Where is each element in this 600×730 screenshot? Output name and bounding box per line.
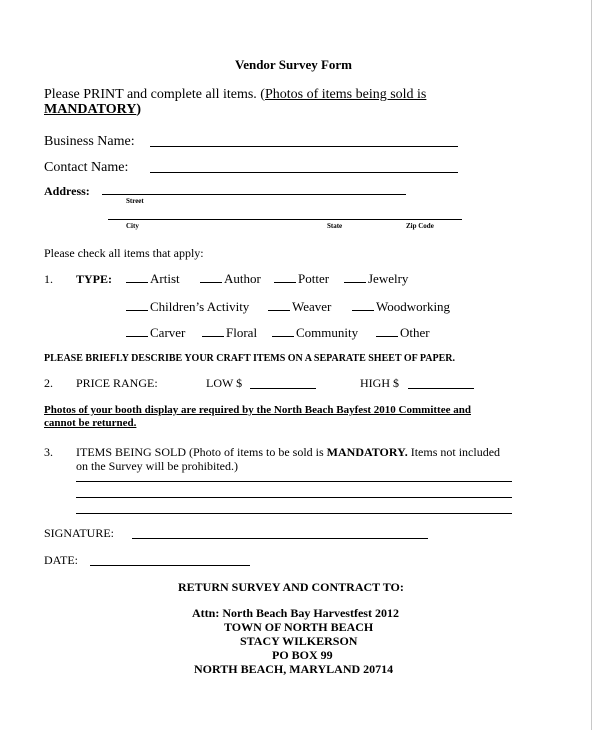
intro-photos: Photos of items being sold is [264,87,427,102]
low-price-label: LOW $ [206,376,243,390]
type-option-weaver[interactable] [268,299,331,315]
type-option-floral[interactable] [202,325,257,341]
intro-mandatory-line [44,102,141,118]
date-field[interactable] [90,565,250,566]
city-label: City [126,222,139,230]
type-label: TYPE: [76,272,112,286]
return-heading: RETURN SURVEY AND CONTRACT TO: [178,580,404,594]
type-option-artist[interactable] [126,271,180,287]
booth-photo-notice-line2: cannot be returned. [44,417,137,429]
checkbox-line[interactable] [126,272,148,283]
address-line-5: NORTH BEACH, MARYLAND 20714 [194,662,394,676]
street-field[interactable] [102,194,406,195]
signature-label: SIGNATURE: [44,526,115,540]
checkbox-line[interactable] [200,272,222,283]
type-option-childrens-activity[interactable] [126,299,249,315]
checkbox-line[interactable] [126,326,148,337]
option-label: Other [400,325,430,340]
type-option-carver[interactable] [126,325,185,341]
option-label: Carver [150,325,186,340]
items-mandatory: MANDATORY. [326,445,408,459]
checkbox-line[interactable] [268,300,290,311]
items-sold-line1 [76,445,500,460]
option-label: Potter [298,271,330,286]
option-label: Children’s Activity [150,299,250,314]
checkbox-line[interactable] [344,272,366,283]
type-option-author[interactable] [200,271,261,287]
option-label: Community [296,325,359,340]
price-number: 2. [44,376,53,390]
items-field-line-1[interactable] [76,481,512,482]
address-line-1: Attn: North Beach Bay Harvestfest 2012 [192,606,399,620]
option-label: Author [224,271,261,286]
business-name-label: Business Name: [44,134,135,149]
address-line-3: STACY WILKERSON [240,634,358,648]
option-label: Floral [226,325,258,340]
describe-instruction: PLEASE BRIEFLY DESCRIBE YOUR CRAFT ITEMS ON A SEPARATE SHEET OF PAPER. [44,353,456,364]
option-label: Weaver [292,299,332,314]
signature-field[interactable] [132,538,428,539]
checkbox-line[interactable] [274,272,296,283]
items-text-rest: Items not included [407,445,501,459]
price-range-label: PRICE RANGE: [76,376,158,390]
checkbox-line[interactable] [126,300,148,311]
intro-close: ) [136,102,141,117]
items-field-line-2[interactable] [76,497,512,498]
checkbox-line[interactable] [202,326,224,337]
intro-line [44,87,426,103]
type-option-community[interactable] [272,325,358,341]
type-option-woodworking[interactable] [352,299,450,315]
type-number: 1. [44,272,53,286]
items-sold-line2: on the Survey will be prohibited.) [76,459,238,473]
date-label: DATE: [44,553,78,567]
address-label: Address: [44,184,90,198]
address-line-2: TOWN OF NORTH BEACH [224,620,374,634]
booth-photo-notice-line1: Photos of your booth display are required by the North Beach Bayfest 2010 Committee and [44,404,471,416]
items-field-line-3[interactable] [76,513,512,514]
option-label: Artist [150,271,180,286]
low-price-field[interactable] [250,388,316,389]
address-line-4: PO BOX 99 [272,648,333,662]
street-label: Street [126,197,144,205]
type-option-jewelry[interactable] [344,271,408,287]
contact-name-field[interactable] [150,172,458,173]
form-page [2,0,592,730]
checkbox-line[interactable] [272,326,294,337]
city-state-zip-field[interactable] [108,219,462,220]
items-text: ITEMS BEING SOLD (Photo of items to be sold is [76,445,327,459]
checkbox-line[interactable] [376,326,398,337]
zip-label: Zip Code [406,222,434,230]
contact-name-label: Contact Name: [44,160,129,175]
items-number: 3. [44,445,53,459]
business-name-field[interactable] [150,146,458,147]
option-label: Jewelry [368,271,409,286]
high-price-label: HIGH $ [360,376,399,390]
intro-text: Please PRINT and complete all items. ( [44,87,265,102]
check-all-text: Please check all items that apply: [44,246,204,260]
state-label: State [327,222,343,230]
type-option-potter[interactable] [274,271,329,287]
type-option-other[interactable] [376,325,430,341]
high-price-field[interactable] [408,388,474,389]
form-title: Vendor Survey Form [235,57,352,72]
checkbox-line[interactable] [352,300,374,311]
option-label: Woodworking [376,299,451,314]
intro-mandatory: MANDATORY [44,102,137,117]
